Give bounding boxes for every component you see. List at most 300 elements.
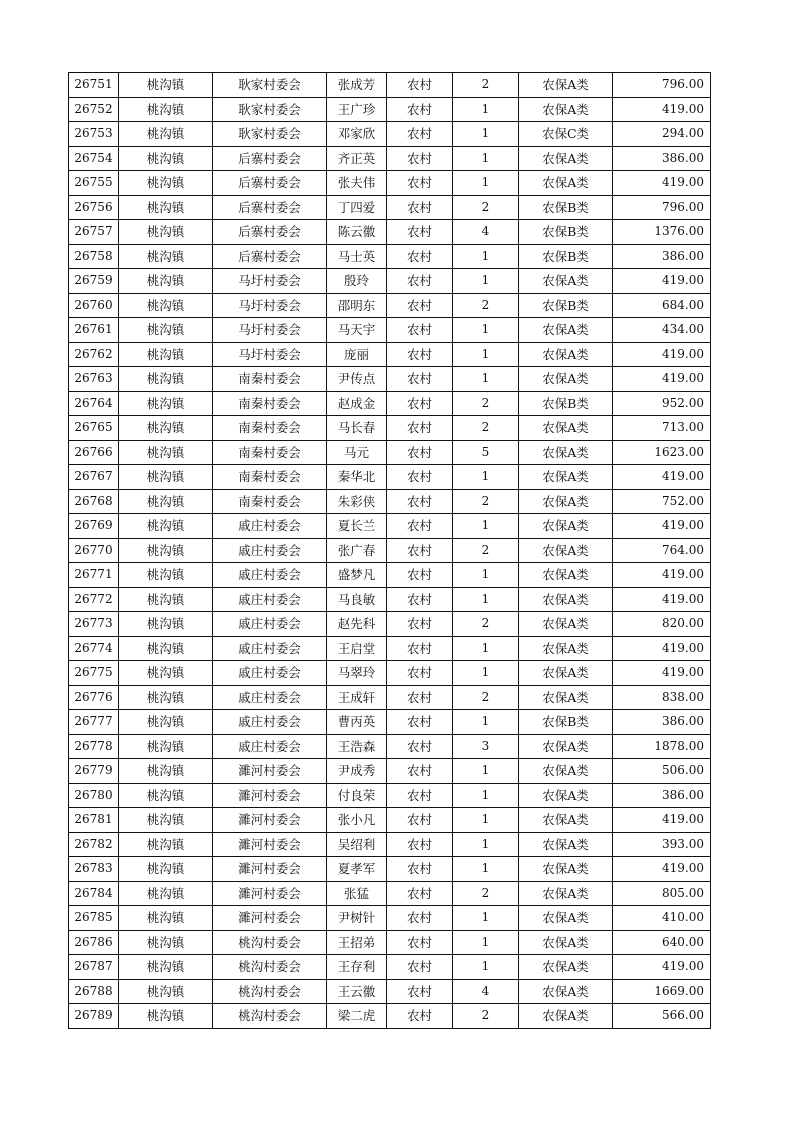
cell-town: 桃沟镇: [119, 734, 213, 759]
table-row: [69, 73, 711, 98]
cell-category: 农保A类: [519, 73, 613, 98]
table-row: [69, 734, 711, 759]
cell-count: 1: [453, 514, 519, 539]
table-row: [69, 318, 711, 343]
cell-count: 2: [453, 881, 519, 906]
cell-count: 2: [453, 73, 519, 98]
cell-id: 26771: [69, 563, 119, 588]
cell-town: 桃沟镇: [119, 391, 213, 416]
cell-town: 桃沟镇: [119, 685, 213, 710]
table-row: [69, 293, 711, 318]
cell-residence: 农村: [387, 832, 453, 857]
cell-count: 2: [453, 538, 519, 563]
cell-category: 农保A类: [519, 857, 613, 882]
cell-residence: 农村: [387, 612, 453, 637]
cell-name: 马良敏: [327, 587, 387, 612]
cell-residence: 农村: [387, 220, 453, 245]
cell-village: 耿家村委会: [213, 97, 327, 122]
cell-village: 马圩村委会: [213, 293, 327, 318]
cell-residence: 农村: [387, 710, 453, 735]
cell-count: 2: [453, 416, 519, 441]
cell-residence: 农村: [387, 73, 453, 98]
cell-category: 农保A类: [519, 367, 613, 392]
table-row: [69, 342, 711, 367]
cell-name: 庞丽: [327, 342, 387, 367]
cell-category: 农保A类: [519, 685, 613, 710]
cell-amount: 386.00: [613, 146, 711, 171]
cell-residence: 农村: [387, 881, 453, 906]
cell-id: 26753: [69, 122, 119, 147]
cell-id: 26781: [69, 808, 119, 833]
table-row: [69, 832, 711, 857]
table-row: [69, 440, 711, 465]
cell-count: 1: [453, 857, 519, 882]
cell-name: 丁四爱: [327, 195, 387, 220]
cell-category: 农保A类: [519, 881, 613, 906]
cell-count: 1: [453, 97, 519, 122]
cell-category: 农保A类: [519, 759, 613, 784]
cell-village: 戚庄村委会: [213, 685, 327, 710]
cell-category: 农保A类: [519, 97, 613, 122]
cell-count: 2: [453, 685, 519, 710]
cell-name: 赵先科: [327, 612, 387, 637]
cell-id: 26751: [69, 73, 119, 98]
cell-village: 戚庄村委会: [213, 587, 327, 612]
cell-category: 农保A类: [519, 318, 613, 343]
table-row: [69, 269, 711, 294]
table-row: [69, 563, 711, 588]
cell-count: 4: [453, 220, 519, 245]
cell-town: 桃沟镇: [119, 73, 213, 98]
cell-category: 农保A类: [519, 416, 613, 441]
cell-category: 农保B类: [519, 293, 613, 318]
cell-amount: 434.00: [613, 318, 711, 343]
cell-village: 桃沟村委会: [213, 1004, 327, 1029]
table-row: [69, 489, 711, 514]
cell-count: 1: [453, 783, 519, 808]
cell-village: 南秦村委会: [213, 440, 327, 465]
cell-residence: 农村: [387, 759, 453, 784]
cell-town: 桃沟镇: [119, 269, 213, 294]
cell-town: 桃沟镇: [119, 832, 213, 857]
cell-id: 26761: [69, 318, 119, 343]
table-row: [69, 783, 711, 808]
cell-amount: 952.00: [613, 391, 711, 416]
cell-category: 农保A类: [519, 612, 613, 637]
cell-village: 濉河村委会: [213, 906, 327, 931]
cell-village: 后寨村委会: [213, 220, 327, 245]
cell-category: 农保C类: [519, 122, 613, 147]
cell-category: 农保A类: [519, 563, 613, 588]
cell-village: 濉河村委会: [213, 759, 327, 784]
cell-amount: 419.00: [613, 587, 711, 612]
cell-category: 农保A类: [519, 808, 613, 833]
cell-town: 桃沟镇: [119, 293, 213, 318]
cell-amount: 1669.00: [613, 979, 711, 1004]
cell-id: 26780: [69, 783, 119, 808]
cell-id: 26770: [69, 538, 119, 563]
cell-residence: 农村: [387, 171, 453, 196]
cell-category: 农保A类: [519, 465, 613, 490]
cell-town: 桃沟镇: [119, 342, 213, 367]
cell-name: 赵成金: [327, 391, 387, 416]
cell-category: 农保A类: [519, 342, 613, 367]
cell-id: 26764: [69, 391, 119, 416]
cell-count: 2: [453, 489, 519, 514]
table-row: [69, 612, 711, 637]
table-row: [69, 220, 711, 245]
cell-name: 付良荣: [327, 783, 387, 808]
cell-id: 26767: [69, 465, 119, 490]
cell-count: 1: [453, 832, 519, 857]
cell-town: 桃沟镇: [119, 220, 213, 245]
cell-amount: 764.00: [613, 538, 711, 563]
cell-town: 桃沟镇: [119, 881, 213, 906]
cell-village: 戚庄村委会: [213, 734, 327, 759]
cell-town: 桃沟镇: [119, 857, 213, 882]
cell-count: 1: [453, 342, 519, 367]
cell-id: 26769: [69, 514, 119, 539]
cell-count: 1: [453, 587, 519, 612]
cell-village: 后寨村委会: [213, 244, 327, 269]
cell-village: 戚庄村委会: [213, 636, 327, 661]
cell-id: 26782: [69, 832, 119, 857]
cell-village: 马圩村委会: [213, 269, 327, 294]
table-row: [69, 636, 711, 661]
cell-town: 桃沟镇: [119, 563, 213, 588]
cell-name: 尹树针: [327, 906, 387, 931]
cell-category: 农保A类: [519, 146, 613, 171]
cell-count: 2: [453, 391, 519, 416]
cell-category: 农保B类: [519, 391, 613, 416]
cell-name: 齐正英: [327, 146, 387, 171]
cell-name: 马翠玲: [327, 661, 387, 686]
cell-name: 梁二虎: [327, 1004, 387, 1029]
table-row: [69, 538, 711, 563]
cell-count: 1: [453, 906, 519, 931]
cell-id: 26763: [69, 367, 119, 392]
cell-amount: 419.00: [613, 97, 711, 122]
table-row: [69, 97, 711, 122]
cell-count: 1: [453, 122, 519, 147]
cell-category: 农保A类: [519, 636, 613, 661]
cell-town: 桃沟镇: [119, 97, 213, 122]
cell-residence: 农村: [387, 293, 453, 318]
cell-amount: 640.00: [613, 930, 711, 955]
cell-count: 1: [453, 661, 519, 686]
cell-town: 桃沟镇: [119, 367, 213, 392]
cell-category: 农保B类: [519, 220, 613, 245]
cell-amount: 566.00: [613, 1004, 711, 1029]
cell-name: 张夫伟: [327, 171, 387, 196]
cell-count: 5: [453, 440, 519, 465]
cell-count: 1: [453, 318, 519, 343]
cell-name: 张广春: [327, 538, 387, 563]
cell-id: 26757: [69, 220, 119, 245]
cell-village: 南秦村委会: [213, 465, 327, 490]
cell-id: 26786: [69, 930, 119, 955]
cell-residence: 农村: [387, 685, 453, 710]
cell-residence: 农村: [387, 514, 453, 539]
cell-residence: 农村: [387, 146, 453, 171]
cell-village: 濉河村委会: [213, 832, 327, 857]
cell-name: 马长春: [327, 416, 387, 441]
cell-count: 3: [453, 734, 519, 759]
cell-town: 桃沟镇: [119, 416, 213, 441]
cell-id: 26779: [69, 759, 119, 784]
cell-name: 王广珍: [327, 97, 387, 122]
cell-id: 26762: [69, 342, 119, 367]
cell-count: 1: [453, 759, 519, 784]
cell-amount: 419.00: [613, 465, 711, 490]
cell-amount: 805.00: [613, 881, 711, 906]
cell-category: 农保A类: [519, 930, 613, 955]
table-row: [69, 465, 711, 490]
cell-name: 吴绍利: [327, 832, 387, 857]
cell-town: 桃沟镇: [119, 930, 213, 955]
table-row: [69, 391, 711, 416]
cell-amount: 838.00: [613, 685, 711, 710]
cell-id: 26765: [69, 416, 119, 441]
cell-residence: 农村: [387, 465, 453, 490]
cell-category: 农保A类: [519, 269, 613, 294]
cell-residence: 农村: [387, 955, 453, 980]
table-row: [69, 661, 711, 686]
cell-name: 马天宇: [327, 318, 387, 343]
cell-residence: 农村: [387, 416, 453, 441]
table-row: [69, 514, 711, 539]
cell-count: 1: [453, 710, 519, 735]
cell-village: 南秦村委会: [213, 391, 327, 416]
cell-residence: 农村: [387, 563, 453, 588]
cell-count: 2: [453, 1004, 519, 1029]
cell-residence: 农村: [387, 122, 453, 147]
cell-village: 濉河村委会: [213, 881, 327, 906]
cell-name: 秦华北: [327, 465, 387, 490]
cell-id: 26755: [69, 171, 119, 196]
cell-name: 王成轩: [327, 685, 387, 710]
cell-amount: 419.00: [613, 955, 711, 980]
cell-town: 桃沟镇: [119, 489, 213, 514]
cell-id: 26784: [69, 881, 119, 906]
cell-name: 张猛: [327, 881, 387, 906]
cell-count: 1: [453, 146, 519, 171]
cell-category: 农保A类: [519, 979, 613, 1004]
cell-town: 桃沟镇: [119, 710, 213, 735]
cell-town: 桃沟镇: [119, 612, 213, 637]
cell-amount: 684.00: [613, 293, 711, 318]
cell-amount: 419.00: [613, 661, 711, 686]
cell-town: 桃沟镇: [119, 538, 213, 563]
cell-category: 农保A类: [519, 783, 613, 808]
cell-village: 戚庄村委会: [213, 710, 327, 735]
cell-town: 桃沟镇: [119, 122, 213, 147]
cell-name: 王云徽: [327, 979, 387, 1004]
cell-count: 1: [453, 465, 519, 490]
cell-id: 26783: [69, 857, 119, 882]
cell-id: 26758: [69, 244, 119, 269]
cell-id: 26752: [69, 97, 119, 122]
table-row: [69, 244, 711, 269]
cell-category: 农保A类: [519, 661, 613, 686]
cell-id: 26788: [69, 979, 119, 1004]
cell-village: 戚庄村委会: [213, 538, 327, 563]
cell-town: 桃沟镇: [119, 955, 213, 980]
cell-category: 农保A类: [519, 1004, 613, 1029]
cell-village: 马圩村委会: [213, 342, 327, 367]
cell-category: 农保A类: [519, 538, 613, 563]
cell-id: 26787: [69, 955, 119, 980]
cell-name: 尹成秀: [327, 759, 387, 784]
cell-count: 4: [453, 979, 519, 1004]
table-row: [69, 195, 711, 220]
cell-id: 26774: [69, 636, 119, 661]
cell-count: 1: [453, 244, 519, 269]
cell-town: 桃沟镇: [119, 759, 213, 784]
cell-id: 26768: [69, 489, 119, 514]
cell-town: 桃沟镇: [119, 514, 213, 539]
cell-name: 王招弟: [327, 930, 387, 955]
cell-village: 桃沟村委会: [213, 955, 327, 980]
cell-town: 桃沟镇: [119, 1004, 213, 1029]
cell-count: 1: [453, 930, 519, 955]
cell-amount: 410.00: [613, 906, 711, 931]
cell-town: 桃沟镇: [119, 440, 213, 465]
table-row: [69, 930, 711, 955]
cell-residence: 农村: [387, 269, 453, 294]
cell-count: 2: [453, 195, 519, 220]
cell-village: 戚庄村委会: [213, 514, 327, 539]
cell-town: 桃沟镇: [119, 465, 213, 490]
cell-amount: 386.00: [613, 783, 711, 808]
cell-name: 王浩森: [327, 734, 387, 759]
cell-category: 农保A类: [519, 734, 613, 759]
cell-category: 农保A类: [519, 489, 613, 514]
cell-id: 26766: [69, 440, 119, 465]
cell-residence: 农村: [387, 440, 453, 465]
cell-amount: 419.00: [613, 808, 711, 833]
cell-amount: 820.00: [613, 612, 711, 637]
cell-town: 桃沟镇: [119, 318, 213, 343]
cell-name: 殷玲: [327, 269, 387, 294]
cell-residence: 农村: [387, 906, 453, 931]
table-row: [69, 416, 711, 441]
cell-id: 26785: [69, 906, 119, 931]
cell-town: 桃沟镇: [119, 244, 213, 269]
cell-amount: 419.00: [613, 367, 711, 392]
table-row: [69, 759, 711, 784]
cell-count: 2: [453, 612, 519, 637]
cell-town: 桃沟镇: [119, 808, 213, 833]
cell-village: 南秦村委会: [213, 489, 327, 514]
cell-amount: 419.00: [613, 171, 711, 196]
table-row: [69, 146, 711, 171]
table-row: [69, 955, 711, 980]
cell-town: 桃沟镇: [119, 171, 213, 196]
cell-name: 马元: [327, 440, 387, 465]
cell-name: 陈云徽: [327, 220, 387, 245]
cell-id: 26772: [69, 587, 119, 612]
table-row: [69, 685, 711, 710]
cell-category: 农保B类: [519, 710, 613, 735]
cell-name: 尹传点: [327, 367, 387, 392]
cell-village: 马圩村委会: [213, 318, 327, 343]
cell-category: 农保A类: [519, 832, 613, 857]
cell-category: 农保A类: [519, 587, 613, 612]
table-row: [69, 122, 711, 147]
cell-residence: 农村: [387, 979, 453, 1004]
cell-residence: 农村: [387, 661, 453, 686]
cell-amount: 1623.00: [613, 440, 711, 465]
cell-name: 张成芳: [327, 73, 387, 98]
table-row: [69, 808, 711, 833]
cell-amount: 796.00: [613, 73, 711, 98]
cell-name: 张小凡: [327, 808, 387, 833]
cell-count: 1: [453, 955, 519, 980]
cell-residence: 农村: [387, 930, 453, 955]
cell-residence: 农村: [387, 1004, 453, 1029]
cell-amount: 419.00: [613, 514, 711, 539]
cell-name: 夏长兰: [327, 514, 387, 539]
cell-residence: 农村: [387, 97, 453, 122]
cell-residence: 农村: [387, 587, 453, 612]
cell-amount: 1376.00: [613, 220, 711, 245]
cell-village: 濉河村委会: [213, 783, 327, 808]
cell-residence: 农村: [387, 808, 453, 833]
cell-village: 桃沟村委会: [213, 930, 327, 955]
cell-village: 戚庄村委会: [213, 612, 327, 637]
cell-amount: 796.00: [613, 195, 711, 220]
cell-category: 农保A类: [519, 514, 613, 539]
cell-amount: 386.00: [613, 244, 711, 269]
cell-residence: 农村: [387, 342, 453, 367]
cell-amount: 386.00: [613, 710, 711, 735]
records-table: [68, 72, 711, 1029]
table-row: [69, 367, 711, 392]
table-row: [69, 881, 711, 906]
cell-name: 王存利: [327, 955, 387, 980]
cell-residence: 农村: [387, 857, 453, 882]
cell-amount: 393.00: [613, 832, 711, 857]
cell-residence: 农村: [387, 538, 453, 563]
cell-id: 26754: [69, 146, 119, 171]
cell-amount: 419.00: [613, 857, 711, 882]
cell-name: 马士英: [327, 244, 387, 269]
cell-town: 桃沟镇: [119, 783, 213, 808]
table-row: [69, 979, 711, 1004]
cell-name: 邓家欣: [327, 122, 387, 147]
cell-town: 桃沟镇: [119, 587, 213, 612]
cell-amount: 713.00: [613, 416, 711, 441]
cell-category: 农保A类: [519, 955, 613, 980]
table-row: [69, 710, 711, 735]
cell-residence: 农村: [387, 783, 453, 808]
table-row: [69, 587, 711, 612]
cell-count: 1: [453, 269, 519, 294]
table-row: [69, 857, 711, 882]
cell-village: 后寨村委会: [213, 195, 327, 220]
cell-residence: 农村: [387, 244, 453, 269]
cell-amount: 419.00: [613, 269, 711, 294]
cell-amount: 294.00: [613, 122, 711, 147]
cell-village: 后寨村委会: [213, 146, 327, 171]
cell-town: 桃沟镇: [119, 195, 213, 220]
cell-count: 1: [453, 636, 519, 661]
table-row: [69, 906, 711, 931]
cell-category: 农保A类: [519, 440, 613, 465]
cell-id: 26778: [69, 734, 119, 759]
cell-village: 后寨村委会: [213, 171, 327, 196]
